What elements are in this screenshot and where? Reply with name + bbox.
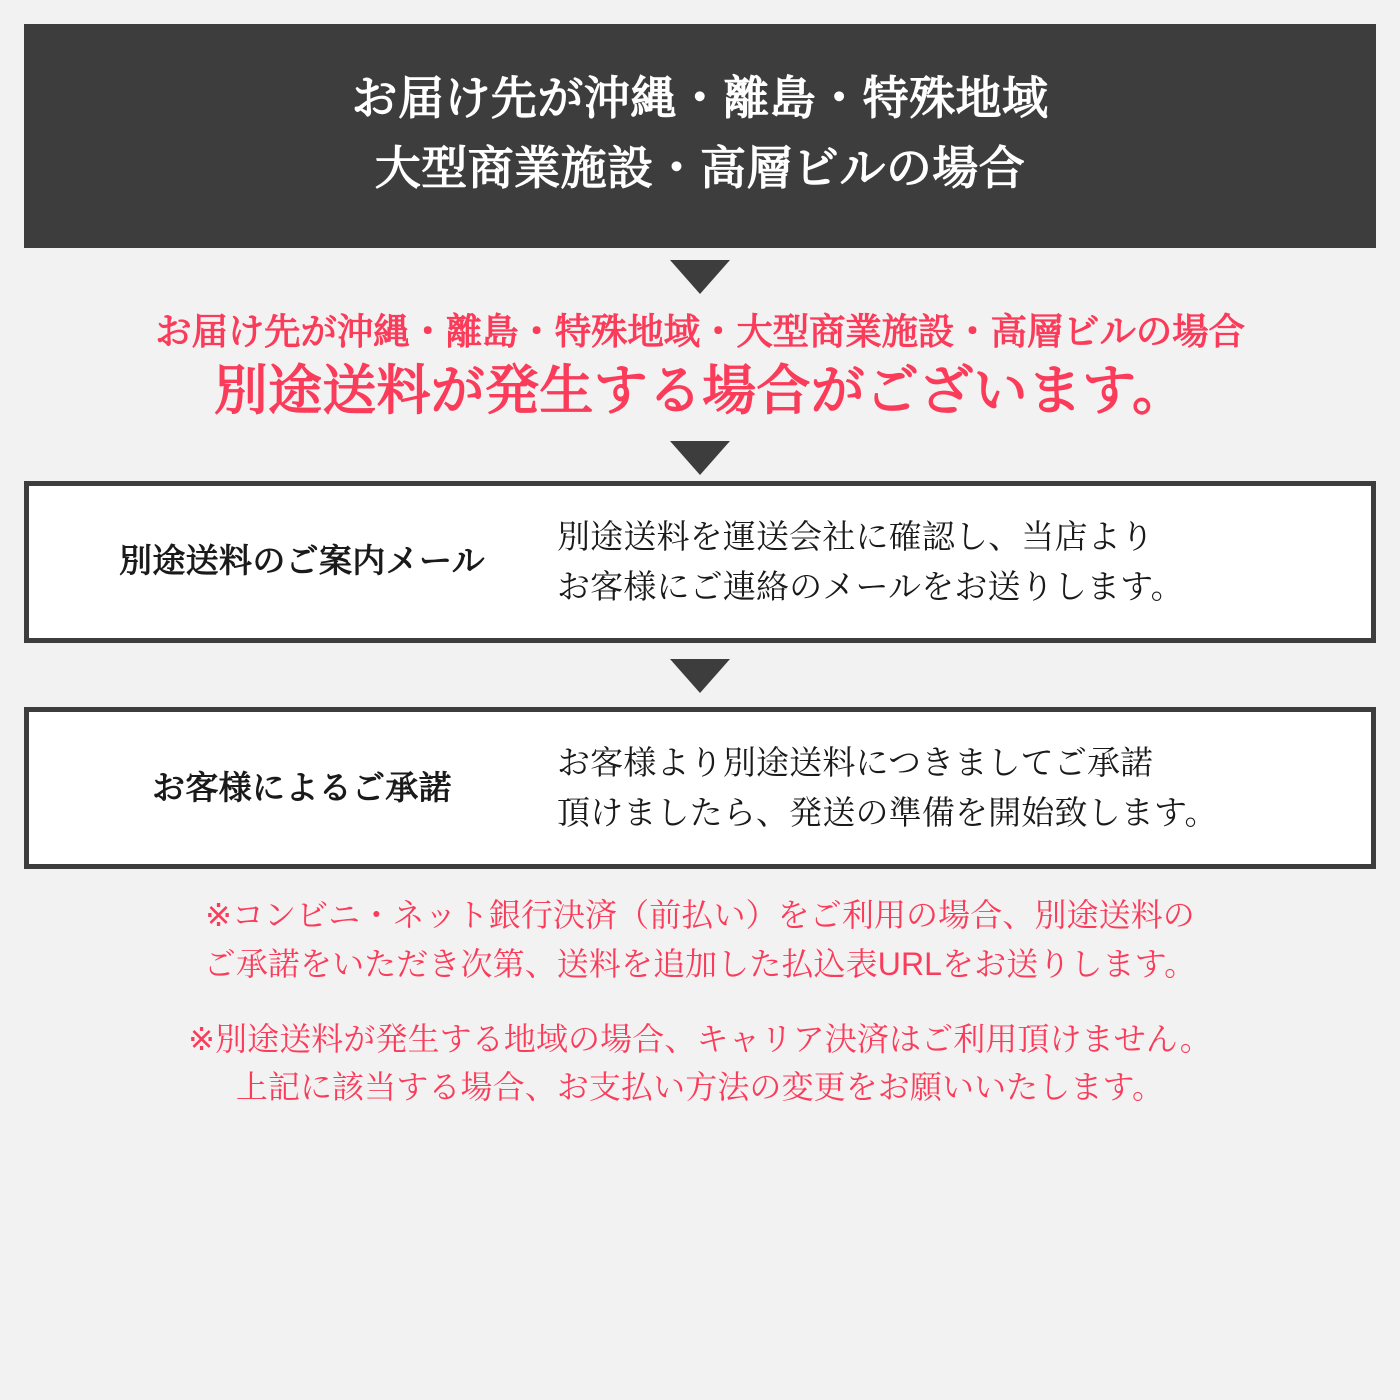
note-item — [24, 891, 1376, 988]
step-label: お客様によるご承諾 — [152, 768, 452, 806]
triangle-down-icon — [670, 659, 730, 693]
footer-notes — [24, 869, 1376, 1112]
step-description-line: お客様より別途送料につきましてご承諾 — [557, 744, 1154, 781]
note-line: 上記に該当する場合、お支払い方法の変更をお願いいたします。 — [235, 1069, 1165, 1106]
emphasis-block — [24, 304, 1376, 431]
step-label: 別途送料のご案内メール — [119, 542, 485, 580]
step-box-shipping-fee-email — [24, 481, 1376, 643]
note-line: ※コンビニ・ネット銀行決済（前払い）をご利用の場合、別途送料の — [205, 897, 1195, 934]
emphasis-headline: 別途送料が発生する場合がございます。 — [213, 361, 1187, 422]
header-line-2: 大型商業施設・高層ビルの場合 — [374, 141, 1026, 194]
step-description-line: 別途送料を運送会社に確認し、当店より — [557, 517, 1154, 555]
note-item — [24, 1015, 1376, 1112]
note-line: ※別途送料が発生する地域の場合、キャリア決済はご利用頂けません。 — [188, 1020, 1212, 1057]
step-description — [557, 738, 1353, 838]
header-banner — [24, 24, 1376, 248]
emphasis-subtitle: お届け先が沖縄・離島・特殊地域・大型商業施設・高層ビルの場合 — [155, 310, 1245, 352]
arrow-connector-3 — [24, 643, 1376, 707]
step-description-line: 頂けましたら、発送の準備を開始致します。 — [557, 794, 1218, 832]
note-line: ご承諾をいただき次第、送料を追加した払込表URLをお送りします。 — [203, 945, 1197, 982]
header-line-1: お届け先が沖縄・離島・特殊地域 — [351, 72, 1049, 124]
step-description — [557, 512, 1353, 612]
step-box-customer-approval — [24, 707, 1376, 869]
triangle-down-icon — [670, 260, 730, 294]
step-description-line: お客様にご連絡のメールをお送りします。 — [557, 567, 1184, 605]
arrow-connector-1 — [24, 248, 1376, 304]
triangle-down-icon — [670, 441, 730, 475]
arrow-connector-2 — [24, 431, 1376, 481]
